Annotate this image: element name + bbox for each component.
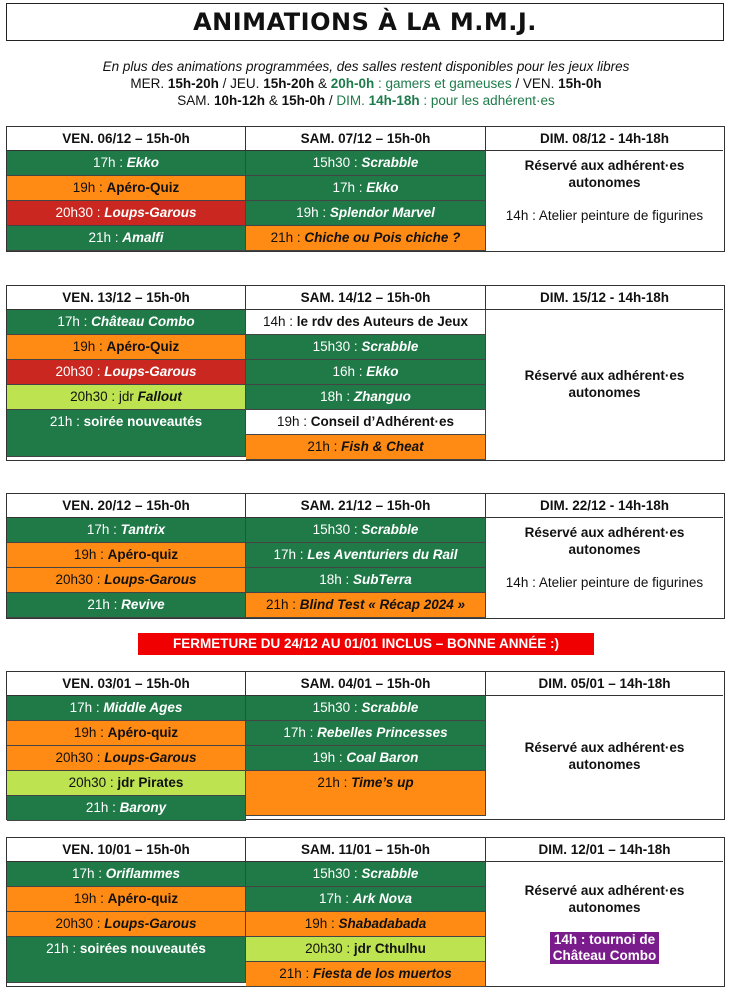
intro-text bbox=[0, 58, 732, 109]
saturday-header: SAM. 11/01 – 15h-0h bbox=[246, 838, 486, 862]
atelier-note: 14h : Atelier peinture de figurines bbox=[505, 208, 704, 223]
event-cell: 14h : le rdv des Auteurs de Jeux bbox=[246, 310, 486, 335]
event-cell: 19h : Conseil d’Adhérent·es bbox=[246, 410, 486, 435]
event-cell: 21h : Amalfi bbox=[7, 226, 246, 251]
intro-line-3: SAM. 10h-12h & 15h-0h / DIM. 14h-18h : pour les adhérent·es bbox=[177, 93, 555, 108]
event-cell: 15h30 : Scrabble bbox=[246, 518, 486, 543]
event-cell: 20h30 : Loups-Garous bbox=[7, 912, 246, 937]
week-table bbox=[6, 671, 725, 820]
event-cell: 21h : Blind Test « Récap 2024 » bbox=[246, 593, 486, 618]
week-table bbox=[6, 285, 725, 461]
event-cell: 21h : soirée nouveautés bbox=[7, 410, 246, 457]
sunday-cell bbox=[486, 882, 723, 964]
event-cell: 19h : Apéro-Quiz bbox=[7, 176, 246, 201]
event-cell: 17h : Château Combo bbox=[7, 310, 246, 335]
event-cell: 20h30 : jdr Fallout bbox=[7, 385, 246, 410]
event-cell: 19h : Apéro-quiz bbox=[7, 543, 246, 568]
reserved-note: Réservé aux adhérent·es autonomes bbox=[524, 740, 685, 772]
friday-header: VEN. 13/12 – 15h-0h bbox=[7, 286, 246, 310]
event-cell: 19h : Apéro-quiz bbox=[7, 887, 246, 912]
event-cell: 19h : Apéro-Quiz bbox=[7, 335, 246, 360]
saturday-header: SAM. 07/12 – 15h-0h bbox=[246, 127, 486, 151]
reserved-note: Réservé aux adhérent·es autonomes bbox=[524, 368, 685, 400]
sunday-cell bbox=[486, 367, 723, 401]
event-cell: 21h : soirées nouveautés bbox=[7, 937, 246, 983]
event-cell: 17h : Middle Ages bbox=[7, 696, 246, 721]
page-title: ANIMATIONS À LA M.M.J. bbox=[6, 3, 724, 41]
event-cell: 20h30 : Loups-Garous bbox=[7, 568, 246, 593]
event-cell: 17h : Rebelles Princesses bbox=[246, 721, 486, 746]
sunday-cell bbox=[486, 157, 723, 224]
sunday-header: DIM. 12/01 – 14h-18h bbox=[486, 838, 723, 862]
week-table bbox=[6, 126, 725, 252]
event-cell: 20h30 : jdr Pirates bbox=[7, 771, 246, 796]
event-cell: 17h : Ekko bbox=[246, 176, 486, 201]
friday-header: VEN. 03/01 – 15h-0h bbox=[7, 672, 246, 696]
atelier-note: 14h : Atelier peinture de figurines bbox=[505, 575, 704, 590]
closure-banner: FERMETURE DU 24/12 AU 01/01 INCLUS – BONNE ANNÉE :) bbox=[138, 633, 594, 655]
event-cell: 15h30 : Scrabble bbox=[246, 862, 486, 887]
event-cell: 21h : Fish & Cheat bbox=[246, 435, 486, 460]
reserved-note: Réservé aux adhérent·es autonomes bbox=[524, 158, 685, 190]
event-cell: 15h30 : Scrabble bbox=[246, 696, 486, 721]
saturday-header: SAM. 04/01 – 15h-0h bbox=[246, 672, 486, 696]
event-cell: 17h : Les Aventuriers du Rail bbox=[246, 543, 486, 568]
week-table bbox=[6, 837, 725, 987]
event-cell: 17h : Ekko bbox=[7, 151, 246, 176]
event-cell: 20h30 : jdr Cthulhu bbox=[246, 937, 486, 962]
intro-line-2: MER. 15h-20h / JEU. 15h-20h & 20h-0h : gamers et gameuses / VEN. 15h-0h bbox=[130, 76, 602, 91]
event-cell: 18h : SubTerra bbox=[246, 568, 486, 593]
event-cell: 19h : Apéro-quiz bbox=[7, 721, 246, 746]
event-cell: 21h : Time’s up bbox=[246, 771, 486, 816]
event-cell: 18h : Zhanguo bbox=[246, 385, 486, 410]
event-cell: 17h : Ark Nova bbox=[246, 887, 486, 912]
friday-header: VEN. 20/12 – 15h-0h bbox=[7, 494, 246, 518]
event-cell: 21h : Fiesta de los muertos bbox=[246, 962, 486, 987]
event-cell: 21h : Chiche ou Pois chiche ? bbox=[246, 226, 486, 251]
sunday-header: DIM. 08/12 - 14h-18h bbox=[486, 127, 723, 151]
event-cell: 20h30 : Loups-Garous bbox=[7, 201, 246, 226]
event-cell: 21h : Revive bbox=[7, 593, 246, 618]
sunday-header: DIM. 05/01 – 14h-18h bbox=[486, 672, 723, 696]
sunday-header: DIM. 15/12 - 14h-18h bbox=[486, 286, 723, 310]
event-cell: 17h : Tantrix bbox=[7, 518, 246, 543]
saturday-header: SAM. 14/12 – 15h-0h bbox=[246, 286, 486, 310]
event-cell: 21h : Barony bbox=[7, 796, 246, 821]
event-cell: 15h30 : Scrabble bbox=[246, 151, 486, 176]
reserved-note: Réservé aux adhérent·es autonomes bbox=[524, 883, 685, 915]
event-cell: 20h30 : Loups-Garous bbox=[7, 360, 246, 385]
saturday-header: SAM. 21/12 – 15h-0h bbox=[246, 494, 486, 518]
friday-header: VEN. 06/12 – 15h-0h bbox=[7, 127, 246, 151]
event-cell: 16h : Ekko bbox=[246, 360, 486, 385]
sunday-cell bbox=[486, 739, 723, 773]
friday-header: VEN. 10/01 – 15h-0h bbox=[7, 838, 246, 862]
event-cell: 19h : Coal Baron bbox=[246, 746, 486, 771]
event-cell: 17h : Oriflammes bbox=[7, 862, 246, 887]
sunday-cell bbox=[486, 524, 723, 591]
event-cell: 20h30 : Loups-Garous bbox=[7, 746, 246, 771]
event-cell: 19h : Splendor Marvel bbox=[246, 201, 486, 226]
week-table bbox=[6, 493, 725, 619]
event-cell: 15h30 : Scrabble bbox=[246, 335, 486, 360]
sunday-header: DIM. 22/12 - 14h-18h bbox=[486, 494, 723, 518]
intro-line-1: En plus des animations programmées, des salles restent disponibles pour les jeux libres bbox=[102, 59, 630, 74]
tournament-badge: 14h : tournoi de Château Combo bbox=[550, 932, 660, 964]
event-cell: 19h : Shabadabada bbox=[246, 912, 486, 937]
reserved-note: Réservé aux adhérent·es autonomes bbox=[524, 525, 685, 557]
